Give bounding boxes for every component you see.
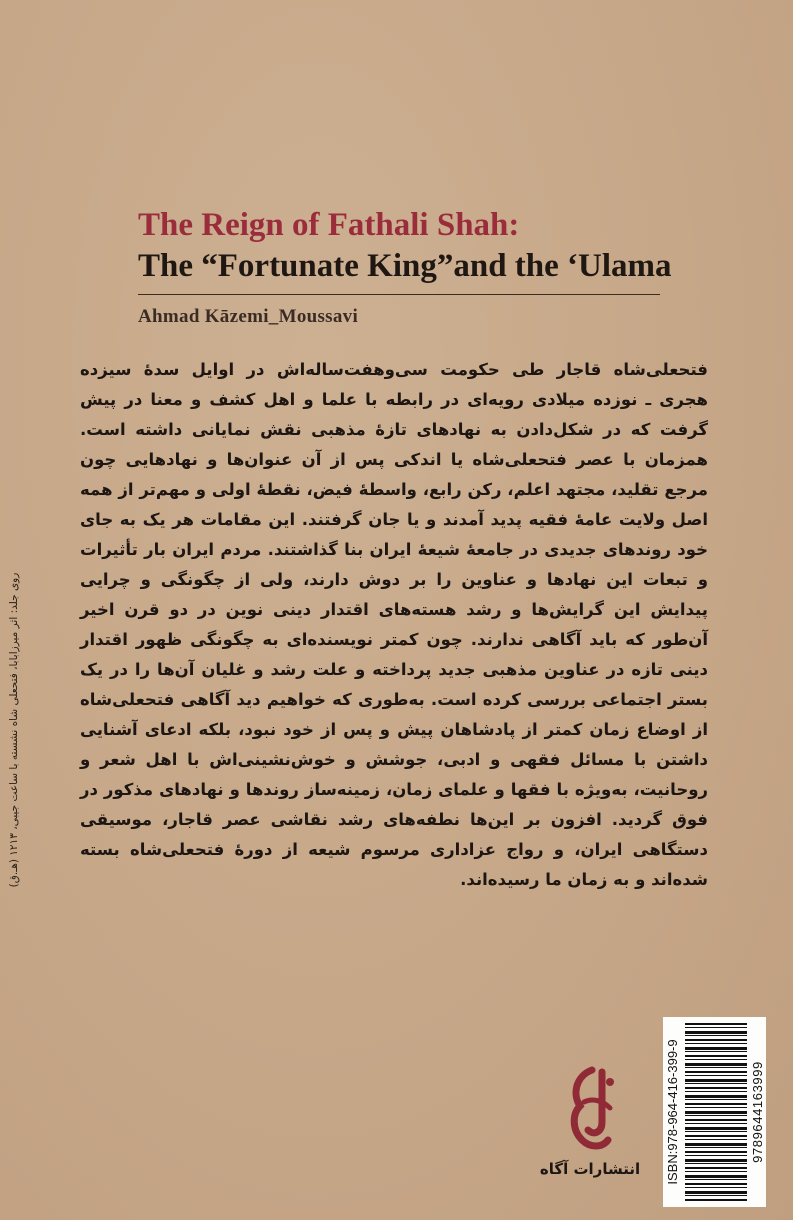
isbn-label: ISBN:978-964-416-399-9 [665, 1039, 680, 1185]
publisher-logo-icon [562, 1062, 622, 1157]
isbn-barcode [663, 1017, 766, 1207]
barcode-bars [685, 1023, 747, 1201]
blurb-text: فتحعلی‌شاه قاجار طی حکومت سی‌وهفت‌ساله‌اش در اوایل سدهٔ سیزده هجری ـ نوزده میلادی رویه‌ای در رابطه با علما و اهل کشف و معنا در پیش گرفت که در شکل‌دادن به نهادهای تازهٔ مذهبی نقش نمایانی داشته است. همزمان با عصر فتحعلی‌شاه یا اندکی پس از آن عنوان‌ها و نهادهایی چون مرجع تقلید، مجتهد اعلم، رکن رابع، واسطهٔ فیض، نقطهٔ اولی و مهم‌تر از همه اصل ولایت عامهٔ فقیه پدید آمدند و یا جان گرفتند. این مقامات هر یک به جای خود روندهای جدیدی در جامعهٔ شیعهٔ ایران بنا گذاشتند. مردم ایران بار تأثیرات و تبعات این نهادها و عناوین را بر دوش دارند، ولی از چگونگی و چرایی پیدایش این گرایش‌ها و رشد هسته‌های اقتدار دینی نوین در دو قرن اخیر آن‌طور که باید آگاهی ندارند. چون کمتر نویسنده‌ای به چگونگی ظهور اقتدار دینی تازه در عناوین مذهبی جدید پرداخته و علت رشد و غلیان آن‌ها را در یک بستر اجتماعی بررسی کرده است. به‌طوری که خواهیم دید آگاهی فتحعلی‌شاه از اوضاع زمان کمتر از پادشاهان پیش و پس از خود نبود، بلکه ادعای آشنایی داشتن با مسائل فقهی و ادبی، جوشش و خوش‌نشینی‌اش با اهل شعر و روحانیت، به‌ویژه با فقها و علمای زمان، زمینه‌ساز روندها و نهادهای مذکور در فوق گردید. افزون بر این‌ها نطفه‌های رشد نقاشی عصر قاجار، موسیقی دستگاهی ایران، و رواج عزاداری مرسوم شیعه از دورهٔ فتحعلی‌شاه بسته شده‌اند و به زمان ما رسیده‌اند. [80, 360, 708, 889]
book-subtitle-en: The “Fortunate King”and the ‘Ulama [138, 248, 672, 284]
title-divider [138, 294, 660, 295]
cover-art-caption: روی جلد: اثر میرزابابا، فتحعلی شاه نشسته با ساعت جیبی، ۱۲۱۳ (هـ.ق) [8, 572, 20, 888]
barcode-digits: 9789644163999 [750, 1061, 765, 1163]
title-block [138, 205, 698, 287]
publisher-name: انتشارات آگاه [539, 1160, 641, 1178]
book-title-en: The Reign of Fathali Shah: [138, 207, 520, 243]
author-name: Ahmad Kāzemi_Moussavi [138, 306, 359, 327]
